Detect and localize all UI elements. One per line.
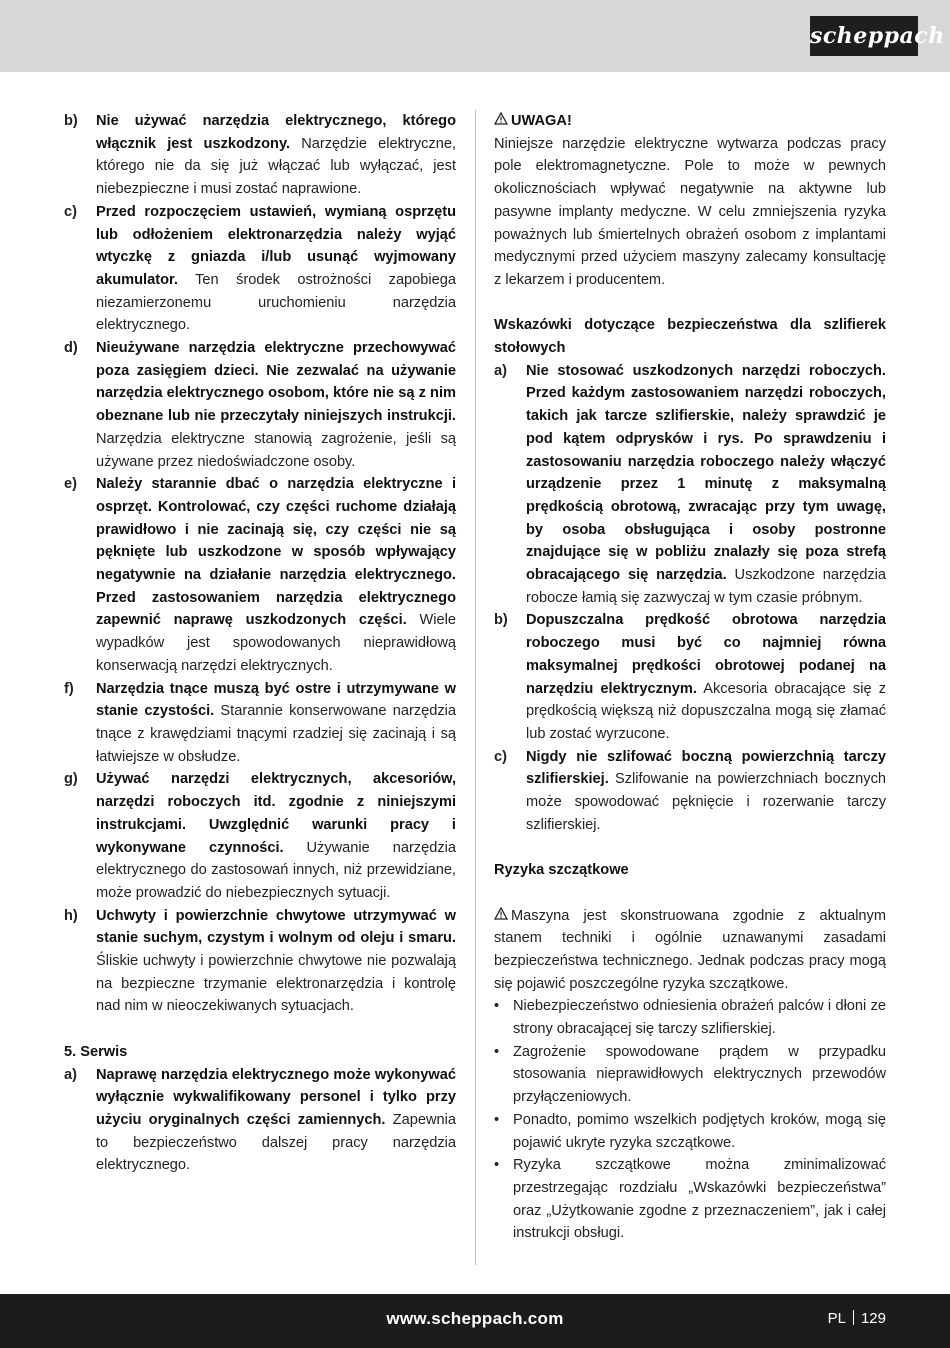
- bullet-text: Ponadto, pomimo wszelkich podjętych kroków, mogą się pojawić ukryte ryzyka szczątkowe.: [513, 1111, 886, 1151]
- list-item: [64, 678, 456, 769]
- bullet-icon: •: [494, 1157, 500, 1174]
- left-column: [64, 110, 456, 1177]
- list-item: [64, 201, 456, 337]
- item-text: Narzędzia elektryczne stanowią zagrożenie, jeśli są używane przez niedoświadczone osoby.: [96, 430, 456, 470]
- item-label: d): [64, 340, 78, 357]
- safety-list: [64, 110, 456, 1018]
- item-bold-text: Naprawę narzędzia elektrycznego może wykonywać wyłącznie wykwalifikowany personel i tylko przy użyciu oryginalnych części zamiennych.: [96, 1066, 456, 1128]
- item-text: Wiele wypadków jest spowodowanych nieprawidłową konserwacją narzędzi elektrycznych.: [96, 612, 457, 674]
- item-text: Używanie narzędzia elektrycznego do zastosowań innych, niż przewidziane, może prowadzić do niebezpiecznych sytuacji.: [96, 839, 456, 901]
- item-bold-text: Dopuszczalna prędkość obrotowa narzędzia roboczego musi być co najmniej równa maksymalnej prędkości obrotowej podanej na narzędziu elektrycznym.: [526, 612, 886, 697]
- bullet-icon: •: [494, 998, 500, 1015]
- item-bold-text: Uchwyty i powierzchnie chwytowe utrzymywać w stanie suchym, czystym i wolnym od oleju i smaru.: [96, 907, 456, 947]
- footer-url-link[interactable]: www.scheppach.com: [386, 1309, 564, 1328]
- item-label: h): [64, 907, 78, 924]
- item-body: [96, 905, 456, 1019]
- item-text: Narzędzie elektryczne, którego nie da się już włączać lub wyłączać, jest niebezpieczne i musi zostać naprawione.: [96, 135, 456, 198]
- item-label: a): [64, 1066, 77, 1083]
- item-text: Ten środek ostrożności zapobiega niezamierzonemu uruchomieniu narzędzia elektrycznego.: [96, 271, 456, 334]
- item-body: [96, 473, 456, 677]
- warning-triangle-icon: [494, 905, 511, 928]
- item-bold-text: Nie używać narzędzia elektrycznego, którego włącznik jest uszkodzony.: [96, 113, 456, 152]
- item-text: Śliskie uchwyty i powierzchnie chwytowe nie pozwalają na bezpieczne trzymanie elektronarzędzia i kontrolę nad nim w nieoczekiwanych sytuacjach.: [96, 953, 456, 1015]
- bullet-icon: •: [494, 1111, 500, 1128]
- language-code: PL: [827, 1310, 846, 1327]
- item-label: g): [64, 771, 78, 788]
- list-item: [494, 360, 886, 610]
- bullet-item: [494, 1041, 886, 1109]
- item-label: b): [64, 113, 78, 129]
- item-label: a): [494, 362, 507, 379]
- warning-title: UWAGA!: [494, 110, 886, 133]
- item-body: [526, 360, 886, 610]
- item-body: [96, 678, 456, 769]
- list-item: [494, 609, 886, 745]
- footer-bar: [0, 1294, 950, 1348]
- item-label: c): [494, 748, 507, 765]
- bullet-item: [494, 1109, 886, 1154]
- residual-bullet-list: [494, 995, 886, 1245]
- page-number: 129: [860, 1310, 886, 1327]
- item-text: Szlifowanie na powierzchniach bocznych może spowodować pęknięcie i rozerwanie tarczy szlifierskiej.: [526, 771, 886, 833]
- item-bold-text: Należy starannie dbać o narzędzia elektryczne i osprzęt. Kontrolować, czy części ruchome działają prawidłowo i nie zacinają się, czy części nie są pęknięte lub uszkodzone w sposób wpływający negatywnie na działanie narzędzia elektrycznego. Przed zastosowaniem narzędzia elektrycznego zapewnić naprawę uszkodzonych części.: [96, 476, 456, 629]
- item-label: c): [64, 203, 77, 220]
- item-bold-text: Nieużywane narzędzia elektryczne przechowywać poza zasięgiem dzieci. Nie zezwalać na używanie narzędzia elektrycznego osobom, które nie są z nim obeznane lub nie przeczytały niniejszych instrukcji.: [96, 340, 456, 425]
- item-bold-text: Nigdy nie szlifować boczną powierzchnią tarczy szlifierskiej.: [526, 748, 886, 788]
- item-bold-text: Nie stosować uszkodzonych narzędzi roboczych. Przed każdym zastosowaniem narzędzi roboczych, takich jak tarcze szlifierskie, należy sprawdzić je pod kątem odprysków i rys. Po sprawdzeniu i zastosowaniu narzędzia roboczego należy włączyć urządzenie przez 1 minutę z maksymalną prędkością obrotową, zwracając przy tym uwagę, by osoba obsługująca i osoby postronne znajdujące się w pobliżu znalazły się poza strefą obracającego się narzędzia.: [526, 362, 886, 584]
- item-bold-text: Narzędzia tnące muszą być ostre i utrzymywane w stanie czystości.: [96, 680, 456, 720]
- item-body: [96, 201, 456, 337]
- service-item: [64, 1064, 456, 1178]
- bullet-icon: •: [494, 1043, 500, 1060]
- item-label: e): [64, 476, 77, 493]
- bullet-text: Ryzyka szczątkowe można zminimalizować przestrzegając rozdziału „Wskazówki bezpieczeństwa” oraz „Użytkowanie zgodne z przeznaczeniem”, jak i całej instrukcji obsługi.: [513, 1157, 886, 1242]
- warning-triangle-icon: [494, 110, 511, 133]
- item-bold-text: Przed rozpoczęciem ustawień, wymianą osprzętu lub odłożeniem elektronarzędzia należy wyjąć wtyczkę z gniazda i/lub usunąć wyjmowany akumulator.: [96, 203, 456, 288]
- list-item: [494, 746, 886, 837]
- item-text: Zapewnia to bezpieczeństwo dalszej pracy narzędzia elektrycznego.: [96, 1111, 456, 1174]
- item-bold-text: Używać narzędzi elektrycznych, akcesoriów, narzędzi roboczych itd. zgodnie z niniejszymi instrukcjami. Uwzględnić warunki pracy i wykonywane czynności.: [96, 771, 456, 856]
- item-body: [96, 337, 456, 473]
- service-heading: 5. Serwis: [64, 1043, 128, 1060]
- item-body: [96, 768, 456, 904]
- page-indicator: [828, 1310, 886, 1327]
- warning-text: Niniejsze narzędzie elektryczne wytwarza podczas pracy pole elektromagnetyczne. Pole to może w pewnych okolicznościach wpływać negatywnie na aktywne lub pasywne implanty medyczne. W celu zmniejszenia ryzyka poważnych lub śmiertelnych obrażeń osobom z implantami medycznymi przed użyciem maszyny zalecamy konsultację z lekarzem i producentem.: [494, 135, 886, 288]
- bullet-item: [494, 1154, 886, 1245]
- residual-intro: Maszyna jest skonstruowana zgodnie z aktualnym stanem techniki i ogólnie uznawanymi zasadami bezpieczeństwa technicznego. Jednak podczas pracy mogą się pojawić poszczególne ryzyka szczątkowe.: [494, 905, 886, 996]
- item-label: b): [494, 612, 508, 629]
- bullet-text: Zagrożenie spowodowane prądem w przypadku stosowania nieprawidłowych elektrycznych przewodów przyłączeniowych.: [513, 1043, 886, 1106]
- grinder-heading: Wskazówki dotyczące bezpieczeństwa dla szlifierek stołowych: [494, 317, 886, 357]
- item-label: f): [64, 680, 74, 697]
- page-separator: [853, 1310, 854, 1325]
- list-item: [64, 110, 456, 201]
- list-item: [64, 905, 456, 1019]
- item-text: Uszkodzone narzędzia robocze łamią się zazwyczaj w tym czasie próbnym.: [526, 567, 886, 606]
- grinder-list: [494, 360, 886, 837]
- item-text: Akcesoria obracające się z prędkością większą niż dopuszczalna mogą się złamać lub zostać wyrzucone.: [526, 680, 886, 742]
- item-body: [526, 746, 886, 837]
- item-text: Starannie konserwowane narzędzia tnące z krawędziami tnącymi rzadziej się zacinają i są łatwiejsze w obsłudze.: [96, 703, 456, 765]
- item-body: [526, 609, 886, 745]
- residual-heading: Ryzyka szczątkowe: [494, 862, 629, 879]
- list-item: [64, 337, 456, 473]
- bullet-item: [494, 995, 886, 1040]
- header-bar: [0, 0, 950, 72]
- list-item: [64, 473, 456, 677]
- bullet-text: Niebezpieczeństwo odniesienia obrażeń palców i dłoni ze strony obracającej się tarczy szlifierskiej.: [513, 998, 886, 1038]
- list-item: [64, 768, 456, 904]
- item-body: [96, 1064, 456, 1178]
- brand-logo: scheppach: [810, 16, 918, 56]
- column-divider: [475, 110, 476, 1265]
- right-column: [494, 110, 886, 1245]
- item-body: [96, 110, 456, 201]
